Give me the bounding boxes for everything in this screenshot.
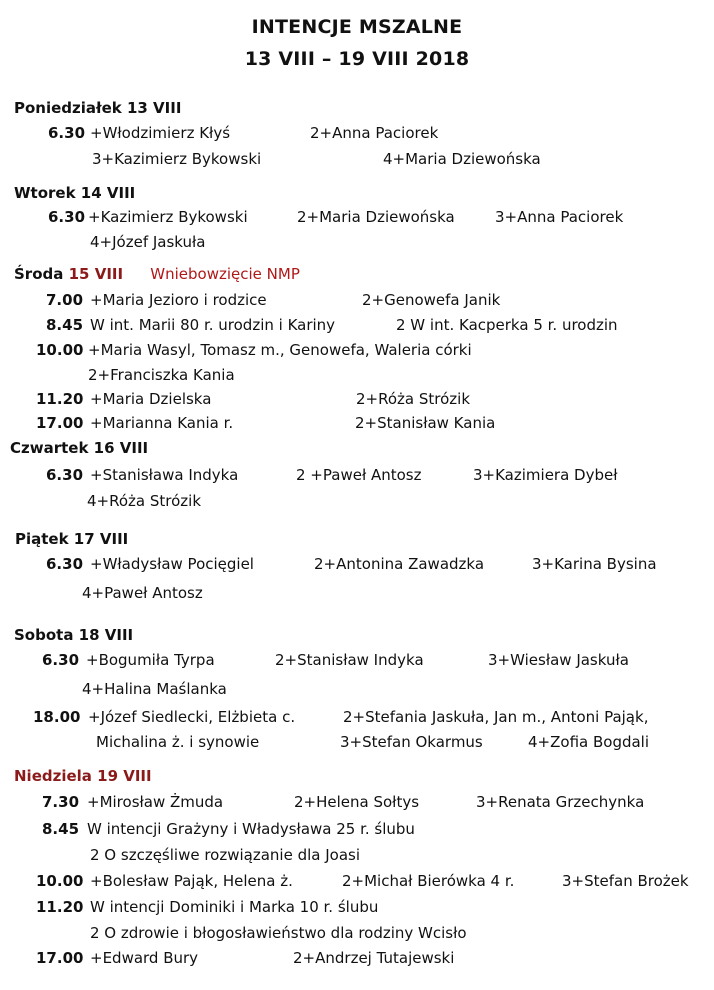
- day-friday-heading: Piątek 17 VIII: [15, 530, 129, 548]
- mass-time: 6.30: [42, 651, 80, 669]
- intention: +Mirosław Żmuda: [87, 793, 224, 811]
- intention: +Edward Bury: [90, 949, 199, 967]
- mass-time: 11.20: [36, 898, 84, 916]
- mass-time: 17.00: [36, 949, 84, 967]
- mass-time: 8.45: [46, 316, 84, 334]
- mass-time: 7.00: [46, 291, 84, 309]
- intention: +Maria Wasyl, Tomasz m., Genowefa, Waleria córki: [88, 341, 472, 359]
- intention: +Bolesław Pająk, Helena ż.: [90, 872, 293, 890]
- intention: 3+Wiesław Jaskuła: [488, 651, 629, 669]
- day-tuesday-heading: Wtorek 14 VIII: [14, 184, 136, 202]
- intention: 2+Andrzej Tutajewski: [293, 949, 455, 967]
- intention: 4+Halina Maślanka: [82, 680, 227, 698]
- intention: W int. Marii 80 r. urodzin i Kariny: [90, 316, 336, 334]
- intention: +Bogumiła Tyrpa: [86, 651, 215, 669]
- intention: 2 +Paweł Antosz: [296, 466, 422, 484]
- intention: 2+Franciszka Kania: [88, 366, 235, 384]
- intention: 2+Stefania Jaskuła, Jan m., Antoni Pająk,: [343, 708, 649, 726]
- intention: 3+Anna Paciorek: [495, 208, 624, 226]
- intention: 3+Stefan Brożek: [562, 872, 689, 890]
- intention: +Marianna Kania r.: [90, 414, 234, 432]
- mass-time: 6.30: [46, 466, 84, 484]
- day-wednesday-heading: [14, 265, 300, 283]
- intention: +Kazimierz Bykowski: [88, 208, 248, 226]
- feast-name: Wniebowzięcie NMP: [150, 265, 300, 283]
- mass-time: 17.00: [36, 414, 84, 432]
- mass-time: 18.00: [33, 708, 81, 726]
- intention: +Maria Dzielska: [90, 390, 212, 408]
- intention: 4+Zofia Bogdali: [528, 733, 650, 751]
- intention: 3+Kazimiera Dybeł: [473, 466, 618, 484]
- intention: 2 O szczęśliwe rozwiązanie dla Joasi: [90, 846, 361, 864]
- intention: 2+Stanisław Kania: [355, 414, 496, 432]
- day-date: 15 VIII: [68, 265, 124, 283]
- day-sunday-heading: Niedziela 19 VIII: [14, 767, 152, 785]
- intention: 3+Kazimierz Bykowski: [92, 150, 262, 168]
- mass-time: 6.30: [46, 555, 84, 573]
- day-saturday-heading: Sobota 18 VIII: [14, 626, 134, 644]
- intention: 2+Róża Strózik: [356, 390, 471, 408]
- intention: +Stanisława Indyka: [90, 466, 239, 484]
- mass-time: 11.20: [36, 390, 84, 408]
- intention: 2+Antonina Zawadzka: [314, 555, 485, 573]
- day-monday-heading: Poniedziałek 13 VIII: [14, 99, 182, 117]
- intention: W intencji Dominiki i Marka 10 r. ślubu: [90, 898, 379, 916]
- day-name: Środa: [14, 265, 64, 283]
- intention: 2+Anna Paciorek: [310, 124, 439, 142]
- mass-time: 6.30: [48, 208, 86, 226]
- intention: 3+Karina Bysina: [532, 555, 657, 573]
- intention: +Józef Siedlecki, Elżbieta c.: [88, 708, 296, 726]
- mass-time: 7.30: [42, 793, 80, 811]
- intention: 2 O zdrowie i błogosławieństwo dla rodziny Wcisło: [90, 924, 467, 942]
- intention: +Włodzimierz Kłyś: [90, 124, 231, 142]
- day-thursday-heading: Czwartek 16 VIII: [10, 439, 149, 457]
- intention: 2+Maria Dziewońska: [297, 208, 455, 226]
- intention: 2+Helena Sołtys: [294, 793, 420, 811]
- intention: Michalina ż. i synowie: [96, 733, 260, 751]
- mass-time: 10.00: [36, 341, 84, 359]
- intention: 2+Stanisław Indyka: [275, 651, 424, 669]
- intention: 2+Genowefa Janik: [362, 291, 501, 309]
- date-range: 13 VIII – 19 VIII 2018: [244, 48, 470, 70]
- intention: +Władysław Pocięgiel: [90, 555, 254, 573]
- intention: 4+Róża Strózik: [87, 492, 202, 510]
- mass-time: 10.00: [36, 872, 84, 890]
- mass-time: 6.30: [48, 124, 86, 142]
- intention: 2+Michał Bierówka 4 r.: [342, 872, 515, 890]
- intention: 2 W int. Kacperka 5 r. urodzin: [396, 316, 618, 334]
- page-title: INTENCJE MSZALNE: [251, 16, 463, 38]
- mass-time: 8.45: [42, 820, 80, 838]
- intention: 3+Renata Grzechynka: [476, 793, 645, 811]
- intention: 4+Maria Dziewońska: [383, 150, 541, 168]
- intention: W intencji Grażyny i Władysława 25 r. ślubu: [87, 820, 415, 838]
- intention: 3+Stefan Okarmus: [340, 733, 483, 751]
- intention: +Maria Jezioro i rodzice: [90, 291, 267, 309]
- intention: 4+Paweł Antosz: [82, 584, 203, 602]
- intention: 4+Józef Jaskuła: [90, 233, 206, 251]
